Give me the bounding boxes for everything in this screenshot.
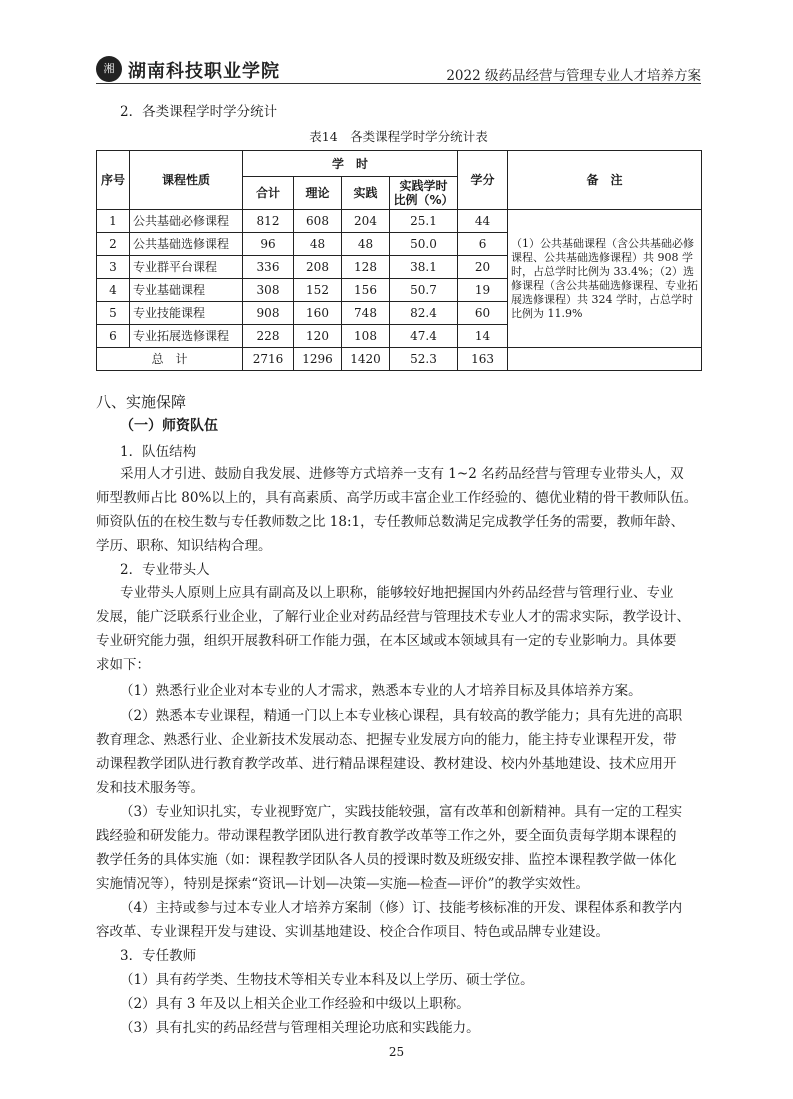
body-line: 践经验和研发能力。带动课程教学团队进行教育教学改革等工作之外，要全面负责每学期本课程的 <box>96 828 677 844</box>
body-line: 发和技术服务等。 <box>96 780 204 796</box>
table-row: 6 专业拓展选修课程 228 120 108 47.4 14 <box>97 325 702 348</box>
body-line: 动课程教学团队进行教育教学改革、进行精品课程建设、教材建设、校内外基地建设、技术应用开 <box>96 756 677 772</box>
body-line: 发展，能广泛联系行业企业，了解行业企业对药品经营与管理技术专业人才的需求实际，教学设计、 <box>96 609 690 625</box>
requirement-item: （4）主持或参与过本专业人才培养方案制（修）订、技能考核标准的开发、课程体系和教学内 <box>120 900 683 916</box>
body-line: 采用人才引进、鼓励自我发展、进修等方式培养一支有 1~2 名药品经营与管理专业带头人，双 <box>120 466 684 482</box>
teacher-requirement: （3）具有扎实的药品经营与管理相关理论功底和实践能力。 <box>120 1020 480 1036</box>
requirement-item: （2）熟悉本专业课程，精通一门以上本专业核心课程，具有较高的教学能力；具有先进的高职 <box>120 708 683 724</box>
body-line: 教育理念、熟悉行业、企业新技术发展动态、把握专业发展方向的能力，能主持专业课程开发，带 <box>96 732 677 748</box>
body-line: 容改革、专业课程开发与建设、实训基地建设、校企合作项目、特色或品牌专业建设。 <box>96 924 609 940</box>
body-line: 专业带头人原则上应具有副高及以上职称，能够较好地把握国内外药品经营与管理行业、专业 <box>120 585 674 601</box>
course-hours-table <box>96 150 702 371</box>
body-line: 师型教师占比 80%以上的，具有高素质、高学历或丰富企业工作经验的、德优业精的骨干教师队伍。 <box>96 490 698 506</box>
page-number: 25 <box>388 1045 405 1059</box>
table-row: 1 公共基础必修课程 812 608 204 25.1 44 （1）公共基础课程（含公共基础必修课程、公共基础选修课程）共 908 学时，占总学时比例为 33.4%；（2）选修课程（含公共基础选修课程、专业拓展选修课程）共 324 学时，占总学时比例为 11.9% <box>97 210 702 233</box>
body-line: 学历、职称、知识结构合理。 <box>96 538 272 554</box>
requirement-item: （1）熟悉行业企业对本专业的人才需求，熟悉本专业的人才培养目标及具体培养方案。 <box>120 683 642 699</box>
paragraph-heading: 2．专业带头人 <box>120 562 210 578</box>
teacher-requirement: （2）具有 3 年及以上相关企业工作经验和中级以上职称。 <box>120 996 470 1012</box>
page-header <box>96 56 701 86</box>
section-title: 2．各类课程学时学分统计 <box>120 104 278 120</box>
header-nature: 课程性质 <box>130 151 243 210</box>
remark-cell: （1）公共基础课程（含公共基础必修课程、公共基础选修课程）共 908 学时，占总学时比例为 33.4%；（2）选修课程（含公共基础选修课程、专业拓展选修课程）共 324 学时，占总学时比例为 11.9% <box>508 210 702 348</box>
chapter-heading: 八、实施保障 <box>96 393 187 411</box>
body-line: 实施情况等），特别是探索“资讯—计划—决策—实施—检查—评价”的教学实效性。 <box>96 876 590 892</box>
header-total: 合计 <box>243 177 294 210</box>
table-row: 3 专业群平台课程 336 208 128 38.1 20 <box>97 256 702 279</box>
paragraph-heading: 3．专任教师 <box>120 948 197 964</box>
table-total-row: 总 计 2716 1296 1420 52.3 163 <box>97 348 702 371</box>
header-no: 序号 <box>97 151 130 210</box>
body-line: 教学任务的具体实施（如：课程教学团队各人员的授课时数及班级安排、监控本课程教学做一体化 <box>96 852 677 868</box>
header-divider <box>96 83 701 84</box>
header-ratio: 实践学时 比例（%） <box>390 177 458 210</box>
body-line: 专业研究能力强，组织开展教科研工作能力强，在本区域或本领域具有一定的专业影响力。具体要 <box>96 633 677 649</box>
body-line: 求如下： <box>96 657 150 673</box>
requirement-item: （3）专业知识扎实，专业视野宽广，实践技能较强，富有改革和创新精神。具有一定的工程实 <box>120 804 683 820</box>
header-credits: 学分 <box>458 151 508 210</box>
table-row: 2 公共基础选修课程 96 48 48 50.0 6 <box>97 233 702 256</box>
school-logo-icon: 湘 <box>96 56 122 82</box>
table-row: 5 专业技能课程 908 160 748 82.4 60 <box>97 302 702 325</box>
header-practice: 实践 <box>342 177 390 210</box>
header-remark: 备 注 <box>508 151 702 210</box>
header-hours: 学 时 <box>243 151 458 177</box>
document-title: 2022 级药品经营与管理专业人才培养方案 <box>446 68 701 84</box>
table-caption: 表14 各类课程学时学分统计表 <box>309 129 488 144</box>
teacher-requirement: （1）具有药学类、生物技术等相关专业本科及以上学历、硕士学位。 <box>120 972 534 988</box>
subsection-heading: （一）师资队伍 <box>120 418 218 434</box>
body-line: 师资队伍的在校生数与专任教师数之比 18:1，专任教师总数满足完成教学任务的需要，教师年龄、 <box>96 514 685 530</box>
paragraph-heading: 1．队伍结构 <box>120 444 197 460</box>
header-theory: 理论 <box>294 177 342 210</box>
school-name: 湖南科技职业学院 <box>128 61 280 82</box>
table-row: 4 专业基础课程 308 152 156 50.7 19 <box>97 279 702 302</box>
